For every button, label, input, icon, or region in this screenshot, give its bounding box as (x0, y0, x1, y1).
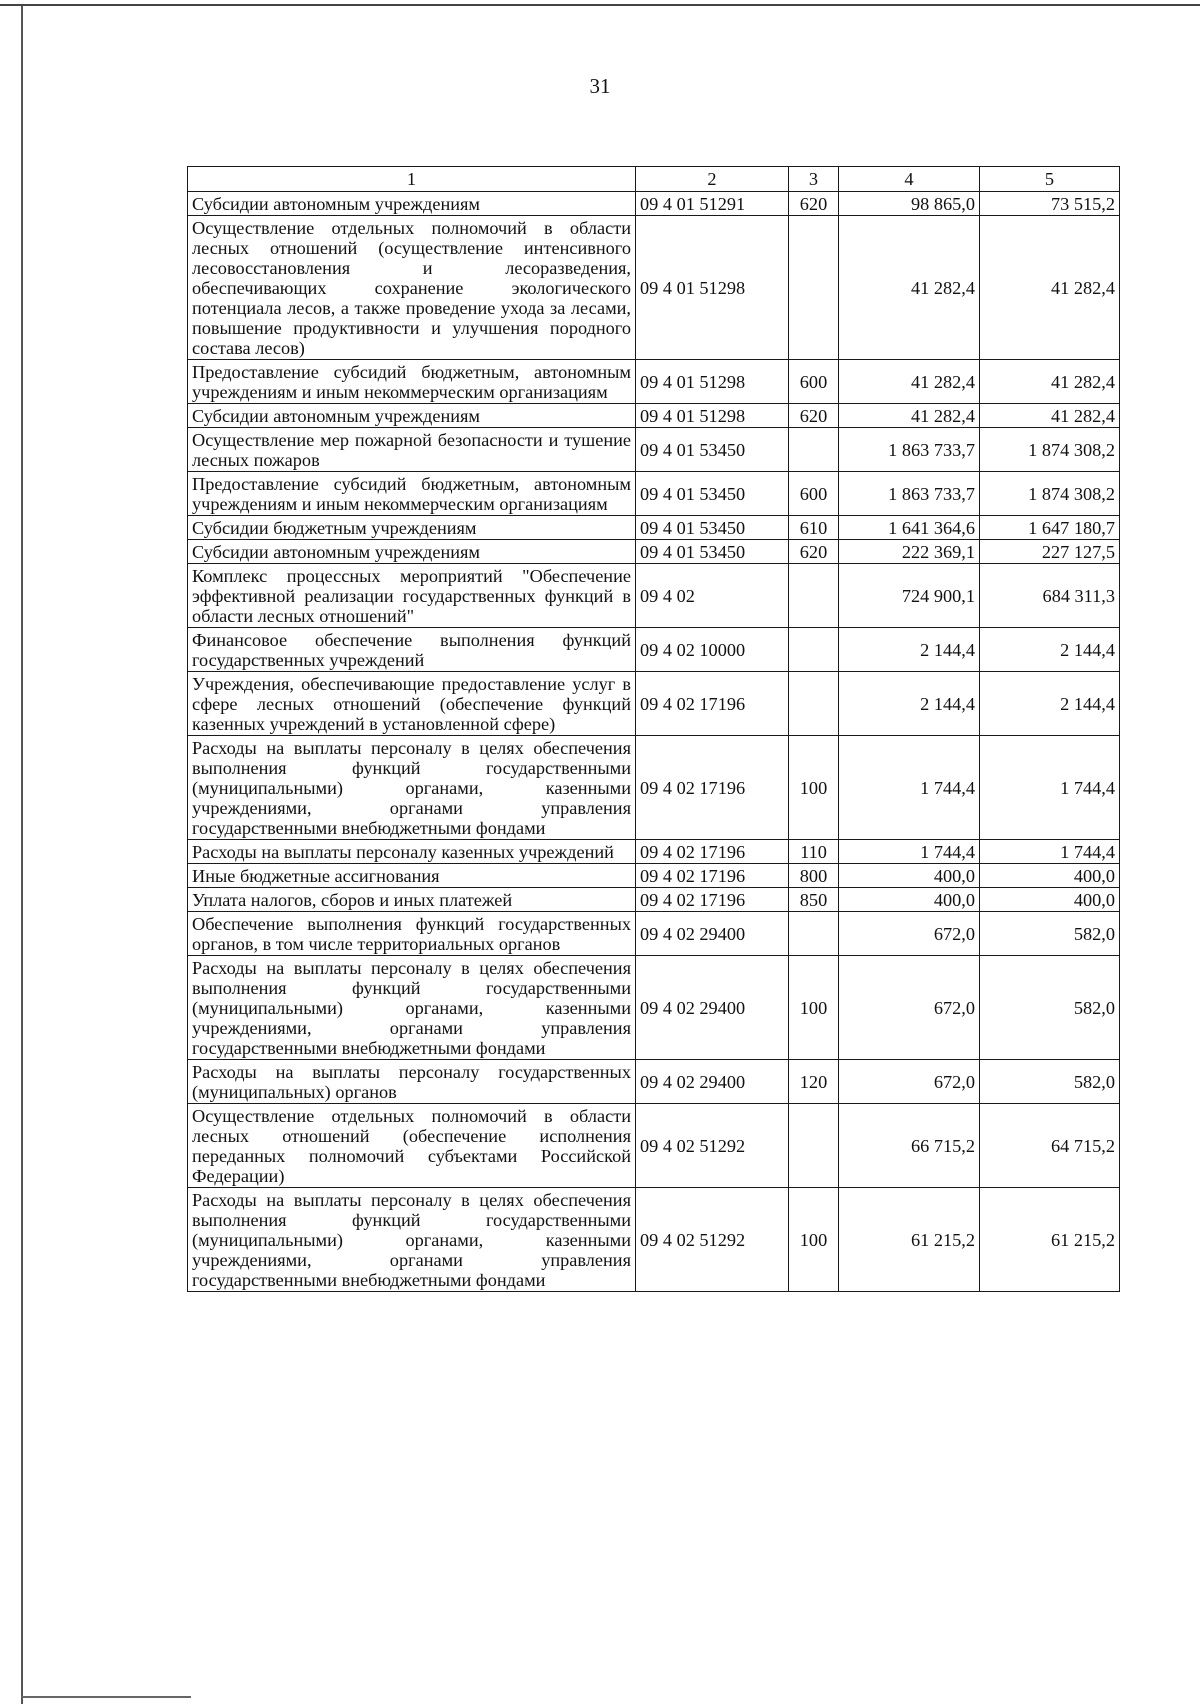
row-expense-type-cell: 110 (789, 840, 839, 864)
row-code-cell: 09 4 01 51291 (636, 192, 789, 216)
row-expense-type-cell: 800 (789, 864, 839, 888)
row-amount-col5-cell: 1 744,4 (980, 840, 1120, 864)
row-name-cell: Уплата налогов, сборов и иных платежей (188, 888, 636, 912)
column-header: 2 (636, 167, 789, 192)
row-amount-col5-cell: 1 874 308,2 (980, 428, 1120, 472)
row-name-cell: Расходы на выплаты персоналу в целях обеспечения выполнения функций государственными (муниципальными) органами, казенными учреждениями, органами управления государственными внебюджетными фондами (188, 736, 636, 840)
row-name-cell: Расходы на выплаты персоналу в целях обеспечения выполнения функций государственными (муниципальными) органами, казенными учреждениями, органами управления государственными внебюджетными фондами (188, 956, 636, 1060)
table-row (188, 404, 1120, 428)
row-amount-col5-cell: 227 127,5 (980, 540, 1120, 564)
row-expense-type-cell (789, 628, 839, 672)
row-amount-col4-cell: 61 215,2 (839, 1188, 980, 1292)
row-expense-type-cell: 600 (789, 360, 839, 404)
row-amount-col5-cell: 1 647 180,7 (980, 516, 1120, 540)
row-code-cell: 09 4 02 (636, 564, 789, 628)
row-code-cell: 09 4 02 17196 (636, 736, 789, 840)
row-expense-type-cell (789, 216, 839, 360)
row-code-cell: 09 4 02 17196 (636, 864, 789, 888)
row-amount-col5-cell: 684 311,3 (980, 564, 1120, 628)
row-amount-col4-cell: 98 865,0 (839, 192, 980, 216)
table-row (188, 360, 1120, 404)
row-code-cell: 09 4 01 51298 (636, 360, 789, 404)
row-amount-col4-cell: 400,0 (839, 888, 980, 912)
row-name-cell: Комплекс процессных мероприятий "Обеспечение эффективной реализации государственных функций в области лесных отношений" (188, 564, 636, 628)
table-row (188, 736, 1120, 840)
row-expense-type-cell (789, 672, 839, 736)
row-name-cell: Предоставление субсидий бюджетным, автономным учреждениям и иным некоммерческим организациям (188, 360, 636, 404)
row-amount-col4-cell: 222 369,1 (839, 540, 980, 564)
row-expense-type-cell (789, 912, 839, 956)
row-name-cell: Субсидии бюджетным учреждениям (188, 516, 636, 540)
scan-border-bottom (21, 1696, 191, 1698)
table-row (188, 628, 1120, 672)
row-code-cell: 09 4 02 10000 (636, 628, 789, 672)
row-expense-type-cell: 620 (789, 540, 839, 564)
row-code-cell: 09 4 02 29400 (636, 956, 789, 1060)
row-amount-col4-cell: 1 863 733,7 (839, 472, 980, 516)
row-amount-col5-cell: 41 282,4 (980, 404, 1120, 428)
row-code-cell: 09 4 02 17196 (636, 840, 789, 864)
column-header: 1 (188, 167, 636, 192)
row-amount-col4-cell: 672,0 (839, 1060, 980, 1104)
table-header-row (188, 167, 1120, 192)
row-code-cell: 09 4 02 17196 (636, 888, 789, 912)
table-row (188, 912, 1120, 956)
row-amount-col5-cell: 2 144,4 (980, 628, 1120, 672)
row-amount-col4-cell: 66 715,2 (839, 1104, 980, 1188)
table-row (188, 540, 1120, 564)
table-row (188, 428, 1120, 472)
table-row (188, 1188, 1120, 1292)
row-amount-col4-cell: 1 641 364,6 (839, 516, 980, 540)
row-name-cell: Финансовое обеспечение выполнения функций государственных учреждений (188, 628, 636, 672)
table-row (188, 864, 1120, 888)
row-amount-col5-cell: 400,0 (980, 864, 1120, 888)
row-amount-col5-cell: 582,0 (980, 956, 1120, 1060)
row-code-cell: 09 4 02 17196 (636, 672, 789, 736)
scan-border-top (0, 0, 1200, 6)
column-header: 3 (789, 167, 839, 192)
row-name-cell: Субсидии автономным учреждениям (188, 404, 636, 428)
row-name-cell: Субсидии автономным учреждениям (188, 192, 636, 216)
row-code-cell: 09 4 01 53450 (636, 540, 789, 564)
row-name-cell: Обеспечение выполнения функций государственных органов, в том числе территориальных органов (188, 912, 636, 956)
row-amount-col5-cell: 2 144,4 (980, 672, 1120, 736)
row-expense-type-cell (789, 428, 839, 472)
row-expense-type-cell (789, 1104, 839, 1188)
row-amount-col5-cell: 1 874 308,2 (980, 472, 1120, 516)
row-amount-col4-cell: 1 863 733,7 (839, 428, 980, 472)
row-amount-col4-cell: 1 744,4 (839, 840, 980, 864)
column-header: 5 (980, 167, 1120, 192)
table-row (188, 216, 1120, 360)
row-amount-col5-cell: 41 282,4 (980, 360, 1120, 404)
row-name-cell: Субсидии автономным учреждениям (188, 540, 636, 564)
row-expense-type-cell: 100 (789, 1188, 839, 1292)
row-amount-col5-cell: 1 744,4 (980, 736, 1120, 840)
table-row (188, 564, 1120, 628)
row-expense-type-cell: 120 (789, 1060, 839, 1104)
row-expense-type-cell: 100 (789, 736, 839, 840)
row-code-cell: 09 4 02 51292 (636, 1188, 789, 1292)
row-name-cell: Иные бюджетные ассигнования (188, 864, 636, 888)
row-code-cell: 09 4 01 53450 (636, 516, 789, 540)
row-name-cell: Осуществление отдельных полномочий в области лесных отношений (обеспечение исполнения переданных полномочий субъектами Российской Федерации) (188, 1104, 636, 1188)
budget-table (187, 166, 1120, 1292)
table-row (188, 840, 1120, 864)
row-code-cell: 09 4 01 53450 (636, 428, 789, 472)
table-row (188, 672, 1120, 736)
row-expense-type-cell: 850 (789, 888, 839, 912)
row-amount-col4-cell: 2 144,4 (839, 628, 980, 672)
row-name-cell: Осуществление мер пожарной безопасности и тушение лесных пожаров (188, 428, 636, 472)
table-row (188, 472, 1120, 516)
row-amount-col4-cell: 41 282,4 (839, 360, 980, 404)
row-name-cell: Расходы на выплаты персоналу в целях обеспечения выполнения функций государственными (муниципальными) органами, казенными учреждениями, органами управления государственными внебюджетными фондами (188, 1188, 636, 1292)
row-amount-col4-cell: 41 282,4 (839, 216, 980, 360)
row-expense-type-cell: 620 (789, 192, 839, 216)
table-body (188, 192, 1120, 1292)
column-header: 4 (839, 167, 980, 192)
row-amount-col4-cell: 724 900,1 (839, 564, 980, 628)
table-row (188, 516, 1120, 540)
row-amount-col4-cell: 41 282,4 (839, 404, 980, 428)
row-name-cell: Осуществление отдельных полномочий в области лесных отношений (осуществление интенсивного лесовосстановления и лесоразведения, обеспечивающих сохранение экологического потенциала лесов, а также проведение ухода за лесами, повышение продуктивности и улучшения породного состава лесов) (188, 216, 636, 360)
table-row (188, 956, 1120, 1060)
row-amount-col5-cell: 400,0 (980, 888, 1120, 912)
row-amount-col4-cell: 400,0 (839, 864, 980, 888)
row-amount-col5-cell: 41 282,4 (980, 216, 1120, 360)
row-expense-type-cell: 100 (789, 956, 839, 1060)
table-row (188, 888, 1120, 912)
row-expense-type-cell: 620 (789, 404, 839, 428)
row-code-cell: 09 4 01 51298 (636, 216, 789, 360)
row-expense-type-cell: 600 (789, 472, 839, 516)
row-code-cell: 09 4 01 51298 (636, 404, 789, 428)
table-row (188, 1060, 1120, 1104)
row-code-cell: 09 4 02 29400 (636, 1060, 789, 1104)
row-code-cell: 09 4 01 53450 (636, 472, 789, 516)
row-code-cell: 09 4 02 51292 (636, 1104, 789, 1188)
row-expense-type-cell: 610 (789, 516, 839, 540)
page-number: 31 (589, 74, 611, 98)
row-amount-col5-cell: 582,0 (980, 912, 1120, 956)
row-name-cell: Учреждения, обеспечивающие предоставление услуг в сфере лесных отношений (обеспечение функций казенных учреждений в установленной сфере) (188, 672, 636, 736)
scan-border-left (21, 6, 23, 1704)
row-name-cell: Расходы на выплаты персоналу государственных (муниципальных) органов (188, 1060, 636, 1104)
row-amount-col4-cell: 2 144,4 (839, 672, 980, 736)
row-expense-type-cell (789, 564, 839, 628)
table-row (188, 192, 1120, 216)
row-amount-col5-cell: 61 215,2 (980, 1188, 1120, 1292)
row-name-cell: Расходы на выплаты персоналу казенных учреждений (188, 840, 636, 864)
row-amount-col5-cell: 64 715,2 (980, 1104, 1120, 1188)
row-amount-col4-cell: 1 744,4 (839, 736, 980, 840)
row-amount-col5-cell: 582,0 (980, 1060, 1120, 1104)
row-amount-col5-cell: 73 515,2 (980, 192, 1120, 216)
row-name-cell: Предоставление субсидий бюджетным, автономным учреждениям и иным некоммерческим организациям (188, 472, 636, 516)
row-amount-col4-cell: 672,0 (839, 956, 980, 1060)
row-code-cell: 09 4 02 29400 (636, 912, 789, 956)
table-row (188, 1104, 1120, 1188)
row-amount-col4-cell: 672,0 (839, 912, 980, 956)
